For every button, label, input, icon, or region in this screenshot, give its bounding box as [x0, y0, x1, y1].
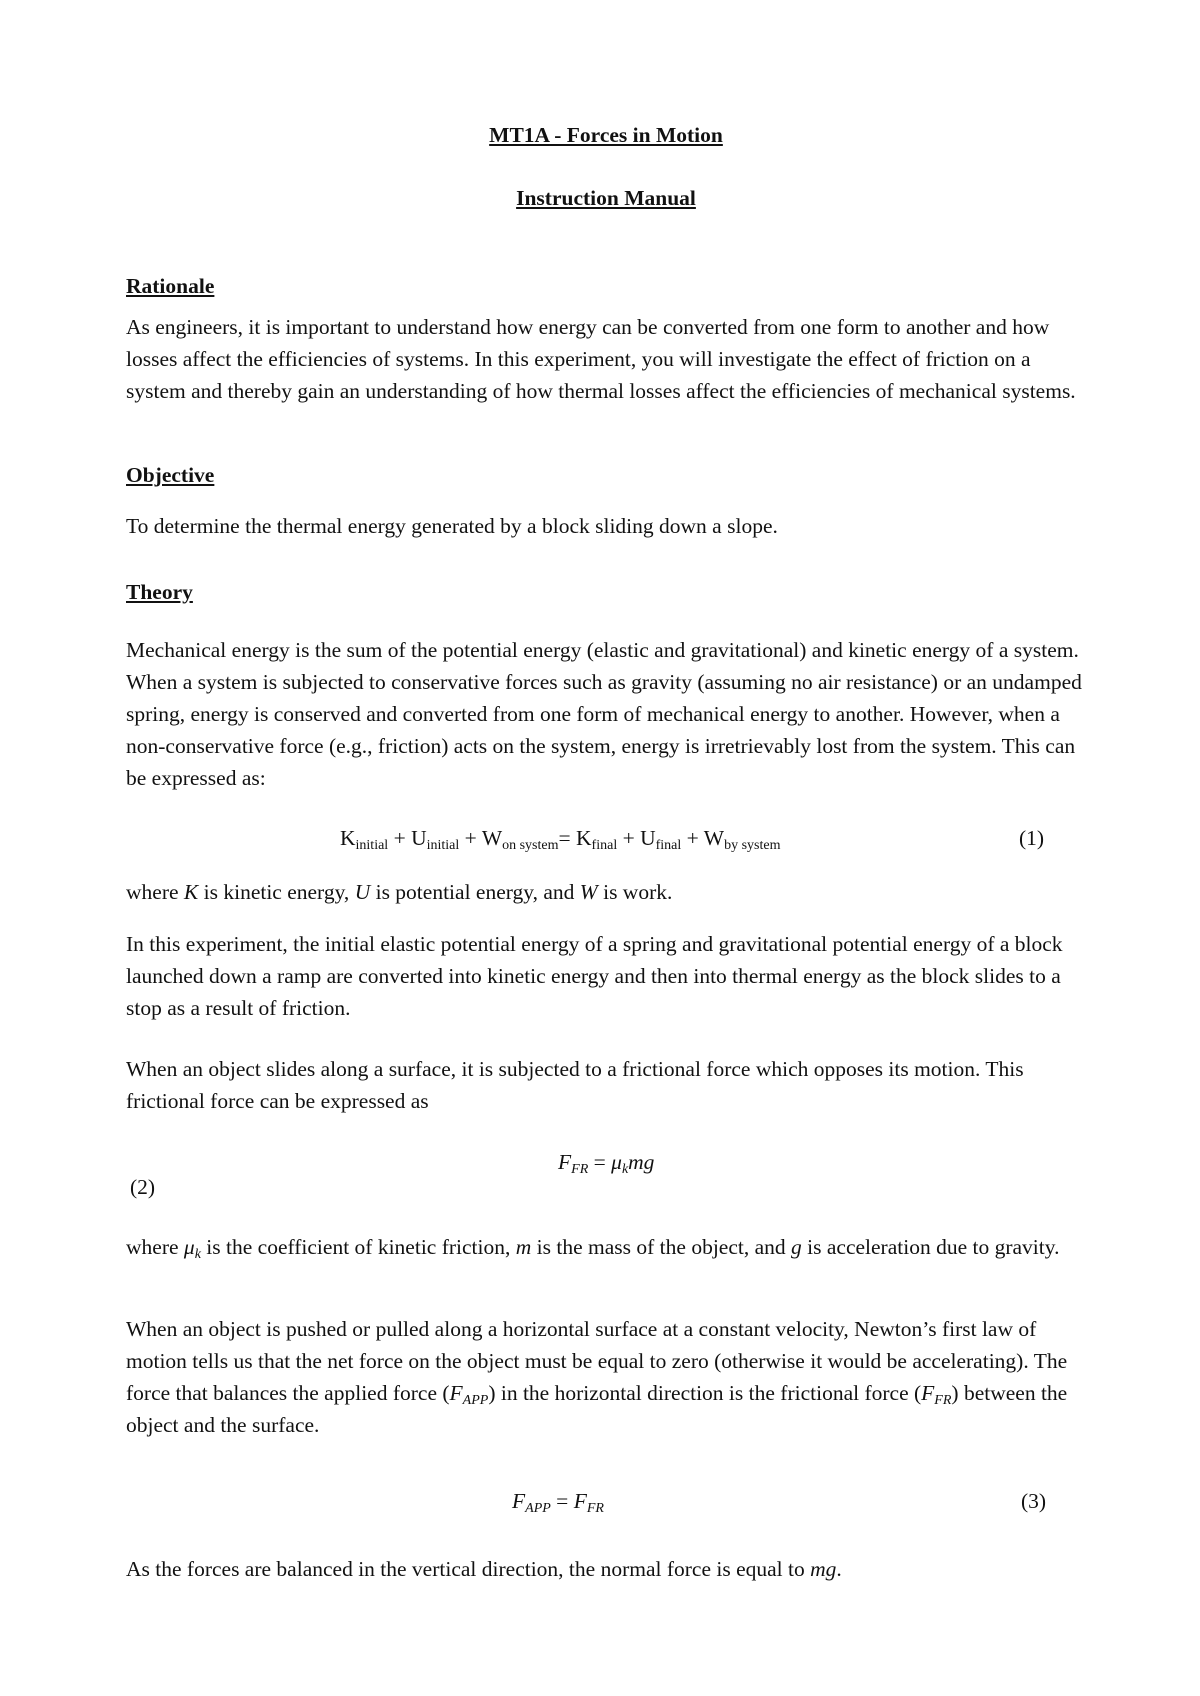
document-title: MT1A - Forces in Motion [489, 123, 723, 147]
equation-1-number: (1) [1019, 826, 1045, 850]
theory-heading: Theory [126, 580, 193, 604]
objective-paragraph: To determine the thermal energy generated by a block sliding down a slope. [126, 514, 778, 538]
theory-paragraph-4: When an object is pushed or pulled along a horizontal surface at a constant velocity, Newton’s first law of motion tells us that the net force on the object must be equal to zero (otherwise it would be accelerating). The force that balances the applied force $(F_{APP})$ in the horizontal direction is the frictional force $(F_{FR})$ between the object and the surface. [126, 1317, 1068, 1437]
theory-paragraph-3: When an object slides along a surface, it is subjected to a frictional force which opposes its motion. This frictional force can be expressed as [126, 1057, 1024, 1113]
where-friction-mass-gravity: where $\mu_k$ is the coefficient of kinetic friction, m is the mass of the object, and g is acceleration due to gravity. [126, 1235, 1060, 1262]
rationale-paragraph: As engineers, it is important to understand how energy can be converted from one form to another and how losses affect the efficiencies of systems. In this experiment, you will investigate the effect of friction on a system and thereby gain an understanding of how thermal losses affect the efficiencies of mechanical systems. [126, 315, 1076, 403]
objective-heading: Objective [126, 463, 215, 487]
rationale-heading: Rationale [126, 274, 215, 298]
equation-2: $F_{FR} = \mu_kmg$ [558, 1150, 655, 1177]
where-kinetic-potential-work: where K is kinetic energy, U is potential energy, and W is work. [126, 880, 673, 904]
equation-3: $F_{APP} = F_{FR}$ [512, 1489, 604, 1516]
document-subtitle: Instruction Manual [516, 186, 696, 210]
normal-force-sentence: As the forces are balanced in the vertical direction, the normal force is equal to mg. [126, 1557, 842, 1581]
theory-paragraph-1: Mechanical energy is the sum of the potential energy (elastic and gravitational) and kinetic energy of a system. When a system is subjected to conservative forces such as gravity (assuming no air resistance) or an undamped spring, energy is conserved and converted from one form of mechanical energy to another. However, when a non-conservative force (e.g., friction) acts on the system, energy is irretrievably lost from the system. This can be expressed as: [126, 638, 1082, 790]
theory-paragraph-2: In this experiment, the initial elastic potential energy of a spring and gravitational potential energy of a block launched down a ramp are converted into kinetic energy and then into thermal energy as the block slides to a stop as a result of friction. [126, 932, 1063, 1020]
equation-1: $K_{initial} + U_{initial} + W_{on system}= K_{final} + U_{final} + W_{by system}$ [340, 826, 781, 853]
equation-2-number: (2) [130, 1175, 156, 1199]
equation-3-number: (3) [1021, 1489, 1047, 1513]
